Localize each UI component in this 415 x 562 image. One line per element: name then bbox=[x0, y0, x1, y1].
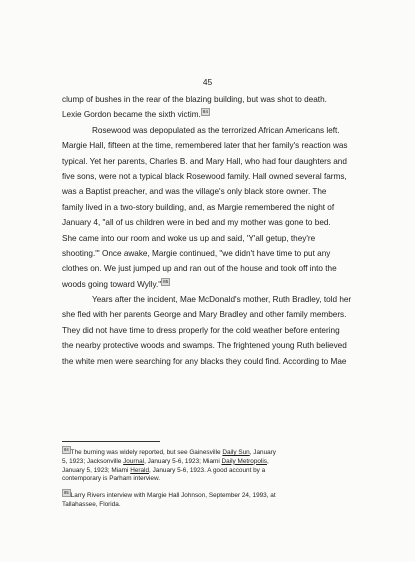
footnote-text: , January 5-6, 1923. A good account by a bbox=[149, 466, 266, 474]
footnote-marker[interactable]: 85 bbox=[163, 278, 169, 284]
footnote-text: contemporary is Parham interview. bbox=[62, 475, 161, 483]
footnote-text: 5, 1923; Jacksonville bbox=[62, 457, 124, 465]
footnote-text: , January 5-6, 1923; Miami bbox=[144, 457, 222, 465]
text-line: the white men were searching for any blacks they could find. According to Mae bbox=[62, 356, 347, 366]
text-line: shooting."' Once awake, Margie continued, "we didn't have time to put any bbox=[62, 248, 331, 258]
footnote-text: Larry Rivers interview with Margie Hall Johnson, September 24, 1993, at bbox=[70, 492, 276, 500]
text-line: was a Baptist preacher, and was the village's only black store owner. The bbox=[62, 187, 327, 197]
body-text bbox=[62, 92, 377, 369]
text-line-with-footnote bbox=[62, 277, 377, 292]
text-line-with-footnote bbox=[62, 107, 377, 122]
text-line: She came into our room and woke us up and said, 'Y'all getup, they're bbox=[62, 233, 316, 243]
footnote-84 bbox=[62, 446, 362, 484]
footnote-marker[interactable]: 84 bbox=[202, 109, 208, 115]
text-line: five sons, were not a typical black Rosewood family. Hall owned several farms, bbox=[62, 171, 347, 181]
footnote-text: , bbox=[266, 457, 269, 465]
text-line: clothes on. We just jumped up and ran out of the house and took off into the bbox=[62, 264, 337, 274]
citation-title: Daily Metropolis bbox=[221, 457, 267, 465]
footnote-text: Tallahassee, Florida. bbox=[62, 500, 121, 508]
footnote-text: January 5, 1923; Miami bbox=[62, 466, 131, 474]
text-line: woods going toward Wylly." bbox=[62, 279, 162, 289]
text-line: family lived in a two-story building, and, as Margie remembered the night of bbox=[62, 202, 335, 212]
citation-title: Daily Sun bbox=[222, 449, 250, 456]
paragraph-start: Rosewood was depopulated as the terrorized African Americans left. bbox=[92, 125, 340, 135]
text-line: clump of bushes in the rear of the blazing building, but was shot to death. bbox=[62, 95, 327, 104]
footnote-divider bbox=[62, 441, 160, 442]
text-line: the nearby protective woods and swamps. The frightened young Ruth believed bbox=[62, 341, 347, 351]
footnote-text: The burning was widely reported, but see Gainesville bbox=[70, 449, 223, 456]
page-number: 45 bbox=[202, 77, 213, 87]
text-line: she fled with her parents George and Mary Bradley and other family members. bbox=[62, 310, 347, 320]
text-line: Margie Hall, fifteen at the time, remembered later that her family's reaction was bbox=[62, 141, 348, 151]
text-line: January 4, "all of us children were in bed and my mother was gone to bed. bbox=[62, 218, 331, 228]
footnotes bbox=[62, 446, 362, 515]
footnote-text: , January bbox=[249, 449, 277, 456]
citation-title: Journal bbox=[123, 457, 145, 465]
text-line: They did not have time to dress properly for the cold weather before entering bbox=[62, 325, 340, 335]
paragraph-start: Years after the incident, Mae McDonald's mother, Ruth Bradley, told her bbox=[92, 295, 352, 305]
footnote-number: 85 bbox=[64, 490, 69, 496]
citation-title: Herald bbox=[130, 466, 150, 474]
footnote-85 bbox=[62, 489, 362, 510]
text-line: Lexie Gordon became the sixth victim. bbox=[62, 110, 201, 120]
text-line: typical. Yet her parents, Charles B. and Mary Hall, who had four daughters and bbox=[62, 156, 347, 166]
footnote-number: 84 bbox=[64, 447, 69, 452]
